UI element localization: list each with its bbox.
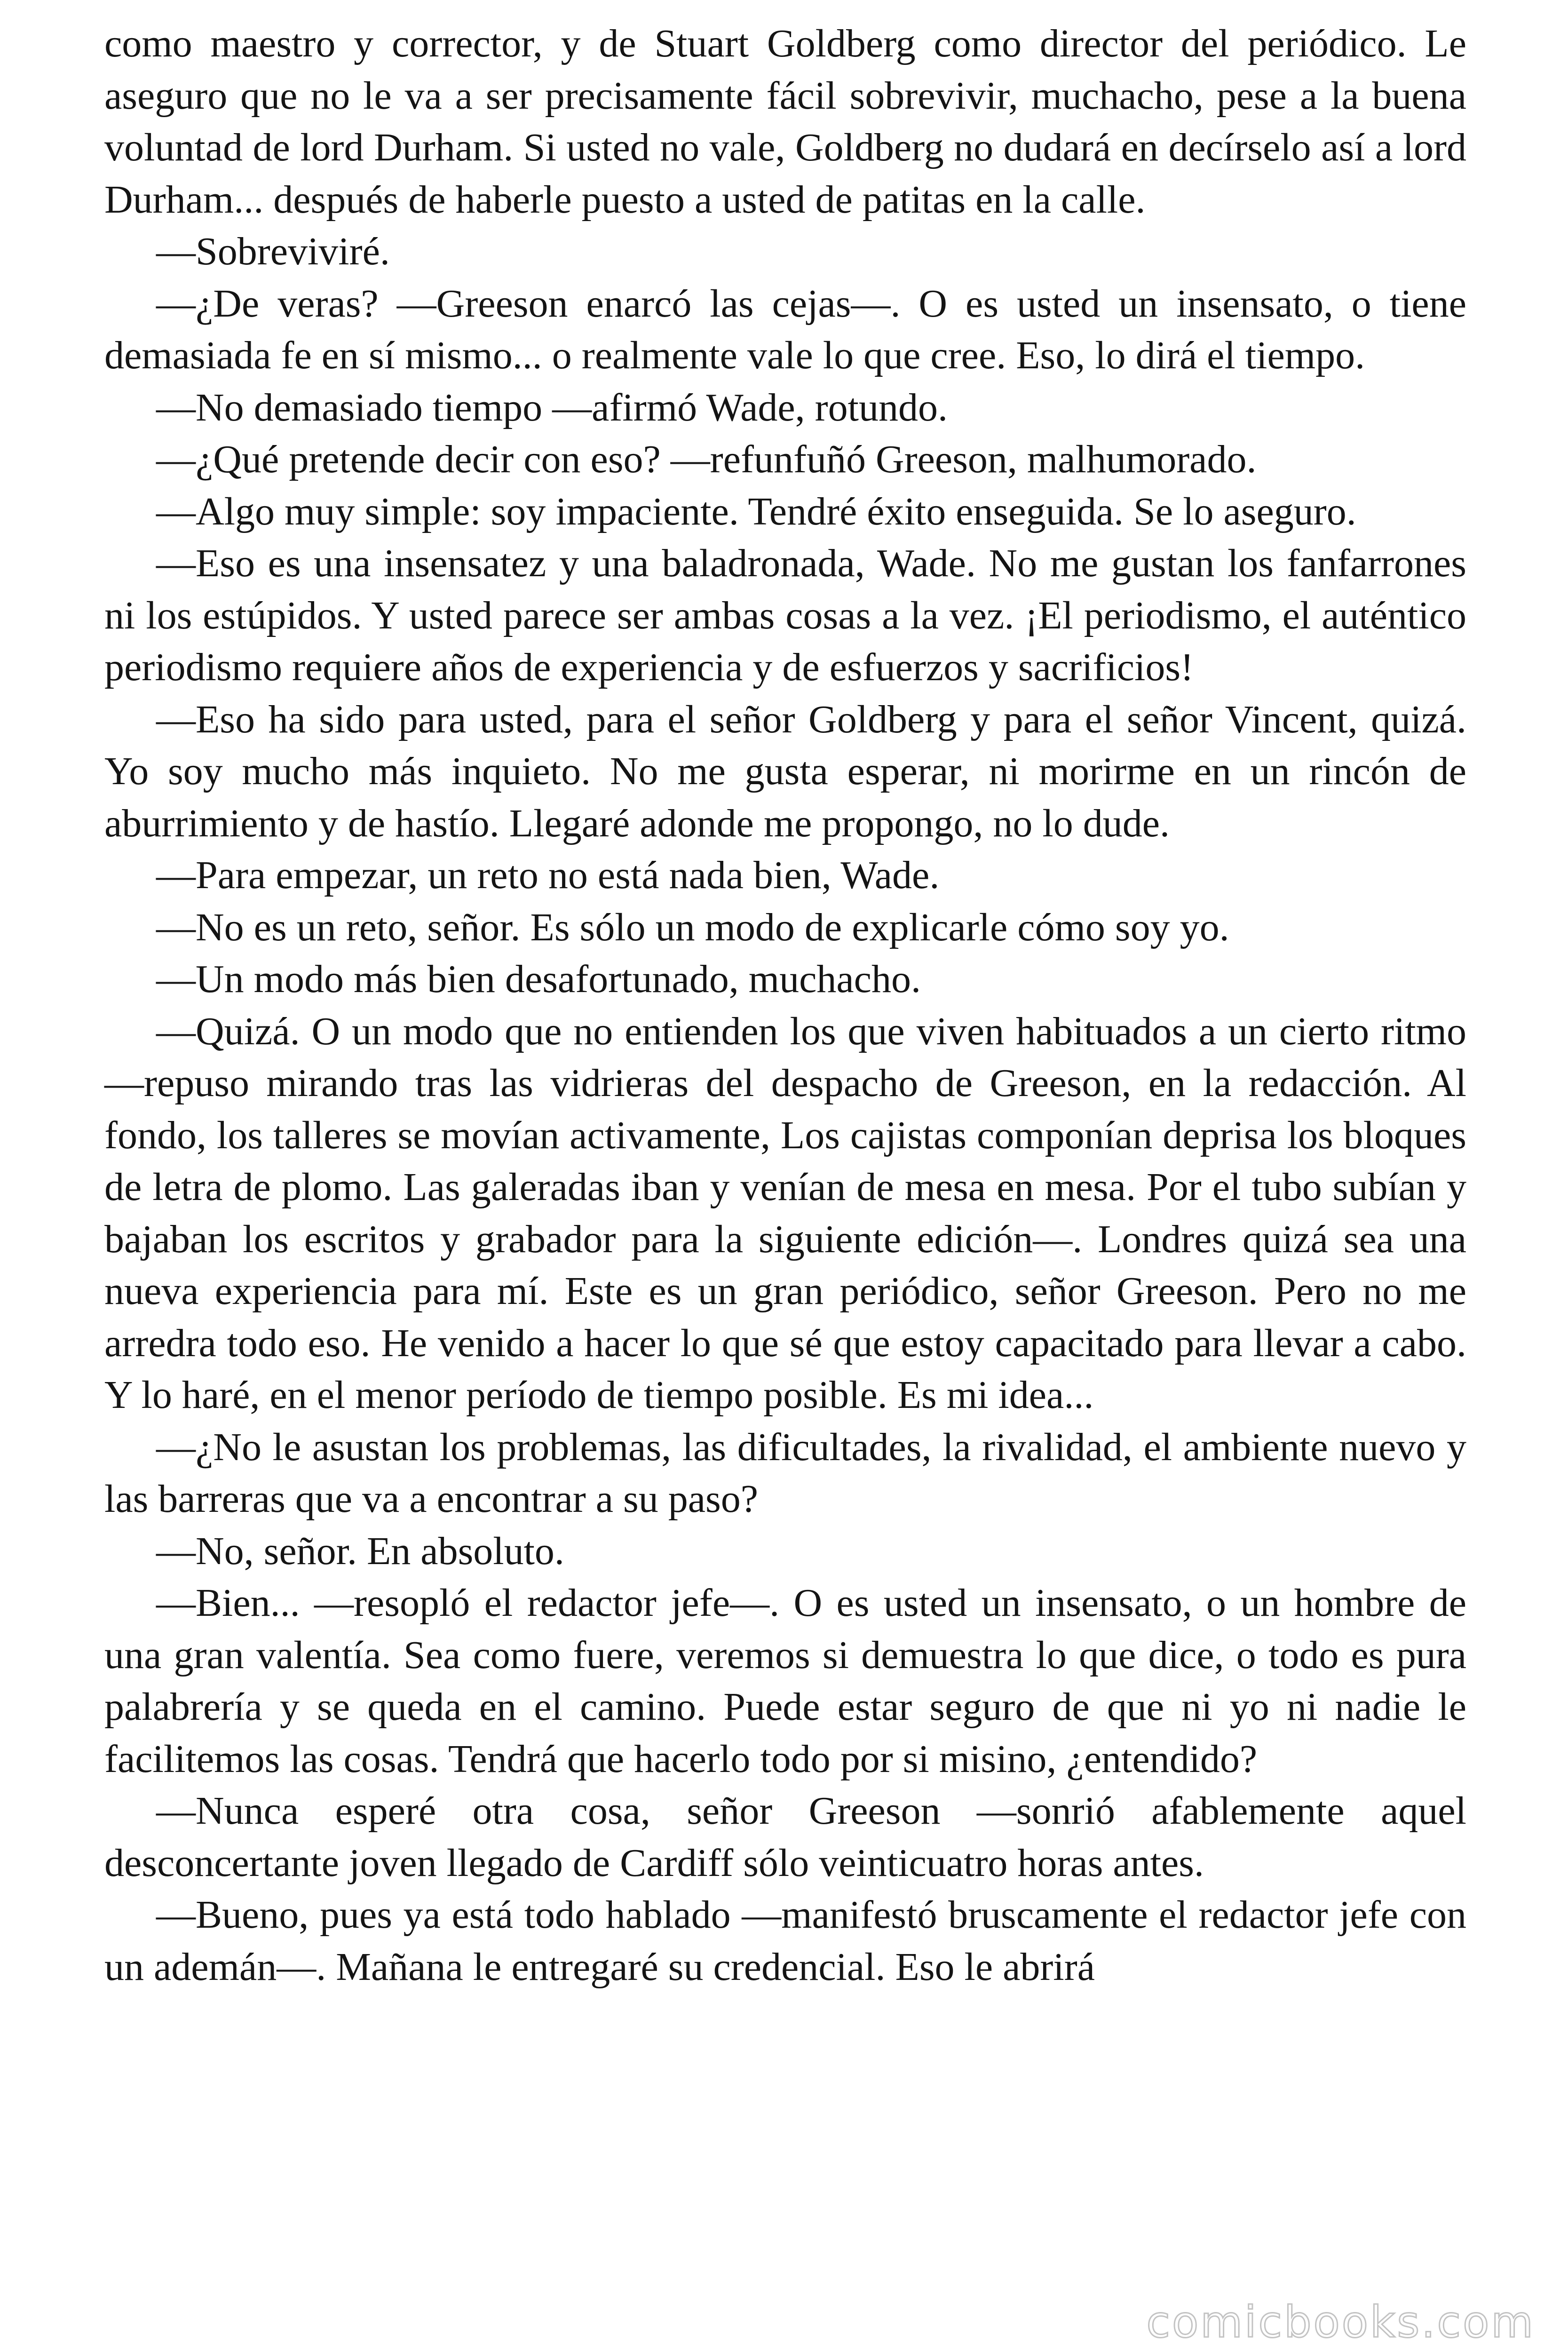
dialogue-paragraph: —Eso ha sido para usted, para el señor Goldberg y para el señor Vincent, quizá. Yo soy mucho más inquieto. No me gusta esperar, ni morirme en un rincón de aburrimiento y de hastío. Llegaré adonde me propongo, no lo dude.	[104, 697, 1466, 845]
dialogue-paragraph: —Bien... —resopló el redactor jefe—. O es usted un insensato, o un hombre de una gran valentía. Sea como fuere, veremos si demuestra lo que dice, o todo es pura palabrería y se queda en el camino. Puede estar seguro de que ni yo ni nadie le facilitemos las cosas. Tendrá que hacerlo todo por si misino, ¿entendido?	[104, 1581, 1466, 1781]
dialogue-paragraph: —Algo muy simple: soy impaciente. Tendré éxito enseguida. Se lo aseguro.	[156, 489, 1356, 533]
watermark: comicbooks.com	[1146, 2297, 1535, 2347]
dialogue-paragraph: —Un modo más bien desafortunado, muchacho.	[156, 957, 921, 1001]
dialogue-paragraph: —Quizá. O un modo que no entienden los que viven habituados a un cierto ritmo —repuso mirando tras las vidrieras del despacho de Greeson, en la redacción. Al fondo, los talleres se movían activamente, Los cajistas componían deprisa los bloques de letra de plomo. Las galeradas iban y venían de mesa en mesa. Por el tubo subían y bajaban los escritos y grabador para la siguiente edición—. Londres quizá sea una nueva experiencia para mí. Este es un gran periódico, señor Greeson. Pero no me arredra todo eso. He venido a hacer lo que sé que estoy capacitado para llevar a cabo. Y lo haré, en el menor período de tiempo posible. Es mi idea...	[104, 1009, 1466, 1417]
dialogue-paragraph: —Para empezar, un reto no está nada bien, Wade.	[156, 853, 940, 897]
dialogue-paragraph: —¿Qué pretende decir con eso? —refunfuñó Greeson, malhumorado.	[156, 437, 1257, 481]
dialogue-paragraph: —¿De veras? —Greeson enarcó las cejas—. O es usted un insensato, o tiene demasiada fe en sí mismo... o realmente vale lo que cree. Eso, lo dirá el tiempo.	[104, 281, 1466, 377]
dialogue-paragraph: —No, señor. En absoluto.	[156, 1529, 564, 1573]
dialogue-paragraph: —Sobreviviré.	[156, 230, 390, 273]
dialogue-paragraph: —Bueno, pues ya está todo hablado —manifestó bruscamente el redactor jefe con un ademán—. Mañana le entregaré su credencial. Eso le abrirá	[104, 1893, 1466, 1989]
paragraph-continued: como maestro y corrector, y de Stuart Goldberg como director del periódico. Le aseguro que no le va a ser precisamente fácil sobrevivir, muchacho, pese a la buena voluntad de lord Durham. Si usted no vale, Goldberg no dudará en decírselo así a lord Durham... después de haberle puesto a usted de patitas en la calle.	[104, 22, 1466, 222]
dialogue-paragraph: —No es un reto, señor. Es sólo un modo de explicarle cómo soy yo.	[156, 905, 1229, 949]
dialogue-paragraph: —Eso es una insensatez y una baladronada, Wade. No me gustan los fanfarrones ni los estúpidos. Y usted parece ser ambas cosas a la vez. ¡El periodismo, el auténtico periodismo requiere años de experiencia y de esfuerzos y sacrificios!	[104, 541, 1466, 689]
dialogue-paragraph: —No demasiado tiempo —afirmó Wade, rotundo.	[156, 385, 948, 429]
book-page-text	[104, 18, 1466, 1993]
dialogue-paragraph: —¿No le asustan los problemas, las dificultades, la rivalidad, el ambiente nuevo y las barreras que va a encontrar a su paso?	[104, 1425, 1466, 1521]
dialogue-paragraph: —Nunca esperé otra cosa, señor Greeson —sonrió afablemente aquel desconcertante joven llegado de Cardiff sólo veinticuatro horas antes.	[104, 1789, 1466, 1885]
